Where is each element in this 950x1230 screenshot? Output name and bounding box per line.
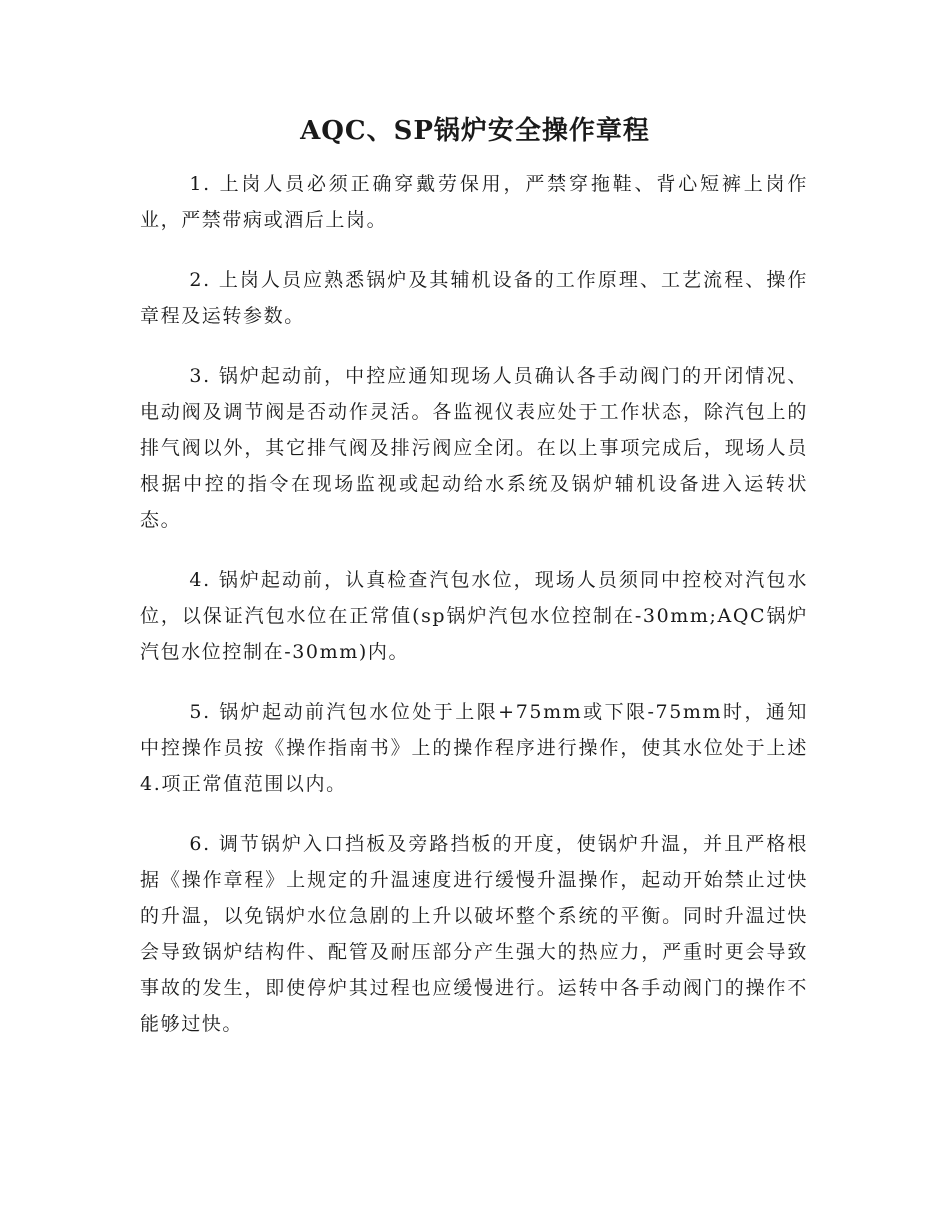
paragraph-5: 5. 锅炉起动前汽包水位处于上限+75mm或下限-75mm时，通知中控操作员按《操作指南书》上的操作程序进行操作，使其水位处于上述4.项正常值范围以内。 xyxy=(140,701,808,795)
paragraph-4: 4. 锅炉起动前，认真检查汽包水位，现场人员须同中控校对汽包水位，以保证汽包水位在正常值(sp锅炉汽包水位控制在-30mm;AQC锅炉汽包水位控制在-30mm)内。 xyxy=(140,569,808,663)
document-title: AQC、SP锅炉安全操作章程 xyxy=(300,116,650,146)
paragraph-1: 1. 上岗人员必须正确穿戴劳保用，严禁穿拖鞋、背心短裤上岗作业，严禁带病或酒后上岗。 xyxy=(140,173,808,231)
paragraph-6: 6. 调节锅炉入口挡板及旁路挡板的开度，使锅炉升温，并且严格根据《操作章程》上规定的升温速度进行缓慢升温操作，起动开始禁止过快的升温，以免锅炉水位急剧的上升以破坏整个系统的平衡。同时升温过快会导致锅炉结构件、配管及耐压部分产生强大的热应力，严重时更会导致事故的发生，即使停炉其过程也应缓慢进行。运转中各手动阀门的操作不能够过快。 xyxy=(140,833,808,1035)
paragraph-2: 2. 上岗人员应熟悉锅炉及其辅机设备的工作原理、工艺流程、操作章程及运转参数。 xyxy=(140,269,808,327)
paragraph-3: 3. 锅炉起动前，中控应通知现场人员确认各手动阀门的开闭情况、电动阀及调节阀是否动作灵活。各监视仪表应处于工作状态，除汽包上的排气阀以外，其它排气阀及排污阀应全闭。在以上事项完成后，现场人员根据中控的指令在现场监视或起动给水系统及锅炉辅机设备进入运转状态。 xyxy=(140,365,808,531)
document-body xyxy=(140,166,808,1066)
